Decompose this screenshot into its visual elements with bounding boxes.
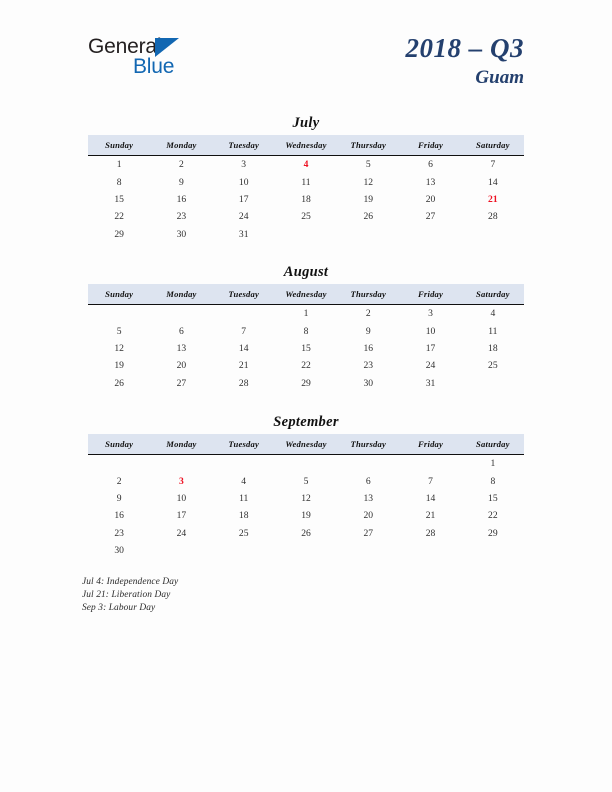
weekday-saturday: Saturday <box>462 284 524 305</box>
day-cell-empty <box>462 226 524 243</box>
day-cell[interactable]: 11 <box>301 176 311 188</box>
day-cell[interactable]: 5 <box>303 475 309 487</box>
calendar-head <box>88 284 524 305</box>
day-cell[interactable]: 6 <box>428 159 433 171</box>
weekday-sunday: Sunday <box>88 284 150 305</box>
day-cell[interactable]: 2 <box>179 159 184 171</box>
day-cell[interactable]: 4 <box>490 308 496 320</box>
week-row <box>88 305 524 323</box>
week-row <box>88 542 524 559</box>
day-cell[interactable]: 21 <box>425 510 436 522</box>
day-cell[interactable]: 5 <box>365 159 371 171</box>
day-cell[interactable]: 6 <box>365 475 371 487</box>
day-cell[interactable]: 27 <box>363 527 374 539</box>
day-cell[interactable]: 11 <box>239 492 249 504</box>
day-cell[interactable]: 14 <box>425 492 436 504</box>
weekday-monday: Monday <box>150 434 212 455</box>
day-cell[interactable]: 22 <box>114 211 124 223</box>
day-cell[interactable]: 29 <box>301 377 311 389</box>
calendar-body <box>88 156 524 243</box>
day-cell-empty <box>275 455 337 473</box>
day-cell[interactable]: 26 <box>114 377 124 389</box>
day-cell[interactable]: 9 <box>365 325 371 337</box>
day-cell[interactable]: 3 <box>428 308 433 320</box>
day-cell[interactable]: 24 <box>238 211 249 223</box>
day-cell[interactable]: 6 <box>179 325 184 337</box>
title-block <box>406 32 525 90</box>
day-cell[interactable]: 23 <box>114 527 124 539</box>
day-cell[interactable]: 25 <box>238 527 249 539</box>
day-cell[interactable]: 12 <box>114 342 124 354</box>
day-cell-holiday[interactable]: 3 <box>179 475 184 487</box>
week-row <box>88 525 524 542</box>
day-cell[interactable]: 13 <box>425 176 436 188</box>
day-cell[interactable]: 12 <box>301 492 311 504</box>
weekday-wednesday: Wednesday <box>275 284 337 305</box>
weekday-friday: Friday <box>399 284 461 305</box>
day-cell[interactable]: 13 <box>176 342 187 354</box>
day-cell[interactable]: 23 <box>363 360 374 372</box>
calendar-body <box>88 455 524 560</box>
page-header <box>0 32 612 102</box>
day-cell[interactable]: 5 <box>116 325 122 337</box>
day-cell-holiday[interactable]: 21 <box>488 193 498 205</box>
weekday-saturday: Saturday <box>462 135 524 156</box>
weekday-thursday: Thursday <box>337 135 399 156</box>
month-title: September <box>273 414 339 430</box>
day-cell-empty <box>213 305 275 323</box>
calendar-table <box>88 135 524 243</box>
day-cell[interactable]: 20 <box>425 193 436 205</box>
day-cell[interactable]: 22 <box>301 360 311 372</box>
weekday-saturday: Saturday <box>462 434 524 455</box>
day-cell[interactable]: 9 <box>116 492 122 504</box>
weekday-tuesday: Tuesday <box>213 284 275 305</box>
day-cell[interactable]: 2 <box>365 308 371 320</box>
calendar-body <box>88 305 524 392</box>
day-cell[interactable]: 20 <box>176 360 187 372</box>
day-cell-empty <box>150 542 212 559</box>
day-cell[interactable]: 30 <box>363 377 374 389</box>
calendar-table <box>88 284 524 392</box>
weekday-wednesday: Wednesday <box>275 135 337 156</box>
week-row <box>88 507 524 524</box>
day-cell[interactable]: 24 <box>176 527 187 539</box>
day-cell-empty <box>399 226 461 243</box>
day-cell-empty <box>399 542 461 559</box>
weekday-friday: Friday <box>399 434 461 455</box>
weekday-header-row <box>88 135 524 156</box>
day-cell[interactable]: 31 <box>238 228 249 240</box>
day-cell[interactable]: 14 <box>488 176 498 188</box>
month-title: July <box>292 115 320 131</box>
day-cell[interactable]: 28 <box>425 527 436 539</box>
day-cell[interactable]: 8 <box>116 176 122 188</box>
day-cell[interactable]: 22 <box>488 510 498 522</box>
weekday-header-row <box>88 434 524 455</box>
calendar-head <box>88 135 524 156</box>
day-cell-empty <box>150 305 212 323</box>
day-cell-empty <box>399 455 461 473</box>
day-cell-empty <box>213 542 275 559</box>
day-cell[interactable]: 7 <box>241 325 247 337</box>
brand-logo <box>88 36 278 96</box>
day-cell[interactable]: 13 <box>363 492 374 504</box>
calendar-table <box>88 434 524 559</box>
day-cell[interactable]: 17 <box>425 342 436 354</box>
month-title: August <box>283 264 329 280</box>
week-row <box>88 322 524 339</box>
day-cell[interactable]: 26 <box>301 527 311 539</box>
day-cell[interactable]: 17 <box>238 193 249 205</box>
day-cell-empty <box>88 305 150 323</box>
page-title: 2018 – Q3 <box>405 33 524 63</box>
week-row <box>88 490 524 507</box>
day-cell[interactable]: 15 <box>301 342 311 354</box>
day-cell[interactable]: 30 <box>114 545 124 557</box>
day-cell[interactable]: 18 <box>488 342 498 354</box>
day-cell[interactable]: 25 <box>488 360 498 372</box>
day-cell[interactable]: 23 <box>176 211 187 223</box>
day-cell[interactable]: 19 <box>301 510 311 522</box>
day-cell[interactable]: 19 <box>114 360 124 372</box>
brand-name-blue: Blue <box>133 55 175 78</box>
day-cell[interactable]: 16 <box>176 193 187 205</box>
week-row <box>88 156 524 174</box>
week-row <box>88 357 524 374</box>
day-cell-empty <box>88 455 150 473</box>
weekday-friday: Friday <box>399 135 461 156</box>
day-cell[interactable]: 18 <box>238 510 249 522</box>
week-row <box>88 173 524 190</box>
day-cell[interactable]: 15 <box>114 193 124 205</box>
month-block-august <box>88 262 524 392</box>
weekday-monday: Monday <box>150 284 212 305</box>
day-cell[interactable]: 19 <box>363 193 374 205</box>
day-cell[interactable]: 1 <box>490 458 496 470</box>
weekday-sunday: Sunday <box>88 434 150 455</box>
weekday-thursday: Thursday <box>337 434 399 455</box>
day-cell-empty <box>275 226 337 243</box>
day-cell[interactable]: 2 <box>116 475 122 487</box>
calendar-head <box>88 434 524 455</box>
week-row <box>88 191 524 208</box>
day-cell[interactable]: 7 <box>428 475 433 487</box>
day-cell[interactable]: 8 <box>303 325 309 337</box>
day-cell-empty <box>337 455 399 473</box>
day-cell[interactable]: 15 <box>488 492 498 504</box>
week-row <box>88 472 524 489</box>
day-cell[interactable]: 16 <box>363 342 374 354</box>
day-cell[interactable]: 24 <box>425 360 436 372</box>
week-row <box>88 340 524 357</box>
day-cell[interactable]: 11 <box>488 325 498 337</box>
legend-item: Jul 4: Independence Day <box>82 577 179 587</box>
holiday-legend <box>82 576 482 615</box>
day-cell[interactable]: 30 <box>176 228 187 240</box>
weekday-tuesday: Tuesday <box>213 135 275 156</box>
weekday-sunday: Sunday <box>88 135 150 156</box>
day-cell[interactable]: 10 <box>176 492 187 504</box>
day-cell[interactable]: 14 <box>238 342 249 354</box>
week-row <box>88 375 524 392</box>
legend-item: Jul 21: Liberation Day <box>82 590 171 600</box>
day-cell[interactable]: 12 <box>363 176 374 188</box>
day-cell[interactable]: 10 <box>238 176 249 188</box>
day-cell[interactable]: 28 <box>488 211 498 223</box>
day-cell[interactable]: 27 <box>176 377 187 389</box>
day-cell[interactable]: 8 <box>490 475 496 487</box>
day-cell-empty <box>150 455 212 473</box>
month-block-september <box>88 412 524 559</box>
page-subtitle: Guam <box>475 67 524 88</box>
day-cell[interactable]: 7 <box>490 159 496 171</box>
day-cell[interactable]: 18 <box>301 193 311 205</box>
day-cell-holiday[interactable]: 4 <box>303 159 309 171</box>
day-cell-empty <box>462 375 524 392</box>
day-cell-empty <box>337 226 399 243</box>
legend-item: Sep 3: Labour Day <box>82 603 156 613</box>
month-block-july <box>88 113 524 243</box>
weekday-tuesday: Tuesday <box>213 434 275 455</box>
day-cell[interactable]: 29 <box>488 527 498 539</box>
day-cell-empty <box>213 455 275 473</box>
day-cell[interactable]: 1 <box>303 308 309 320</box>
day-cell[interactable]: 29 <box>114 228 124 240</box>
day-cell[interactable]: 16 <box>114 510 124 522</box>
day-cell[interactable]: 20 <box>363 510 374 522</box>
day-cell[interactable]: 10 <box>425 325 436 337</box>
day-cell-empty <box>337 542 399 559</box>
day-cell[interactable]: 1 <box>116 159 122 171</box>
day-cell[interactable]: 28 <box>238 377 249 389</box>
day-cell[interactable]: 17 <box>176 510 187 522</box>
day-cell[interactable]: 31 <box>425 377 436 389</box>
day-cell[interactable]: 25 <box>301 211 311 223</box>
brand-name-general: General <box>88 35 162 58</box>
day-cell[interactable]: 21 <box>238 360 249 372</box>
day-cell-empty <box>275 542 337 559</box>
weekday-header-row <box>88 284 524 305</box>
weekday-monday: Monday <box>150 135 212 156</box>
day-cell[interactable]: 4 <box>241 475 247 487</box>
weekday-wednesday: Wednesday <box>275 434 337 455</box>
week-row <box>88 208 524 225</box>
weekday-thursday: Thursday <box>337 284 399 305</box>
day-cell-empty <box>462 542 524 559</box>
day-cell[interactable]: 9 <box>179 176 184 188</box>
day-cell[interactable]: 3 <box>241 159 247 171</box>
week-row <box>88 226 524 243</box>
day-cell[interactable]: 26 <box>363 211 374 223</box>
day-cell[interactable]: 27 <box>425 211 436 223</box>
week-row <box>88 455 524 473</box>
